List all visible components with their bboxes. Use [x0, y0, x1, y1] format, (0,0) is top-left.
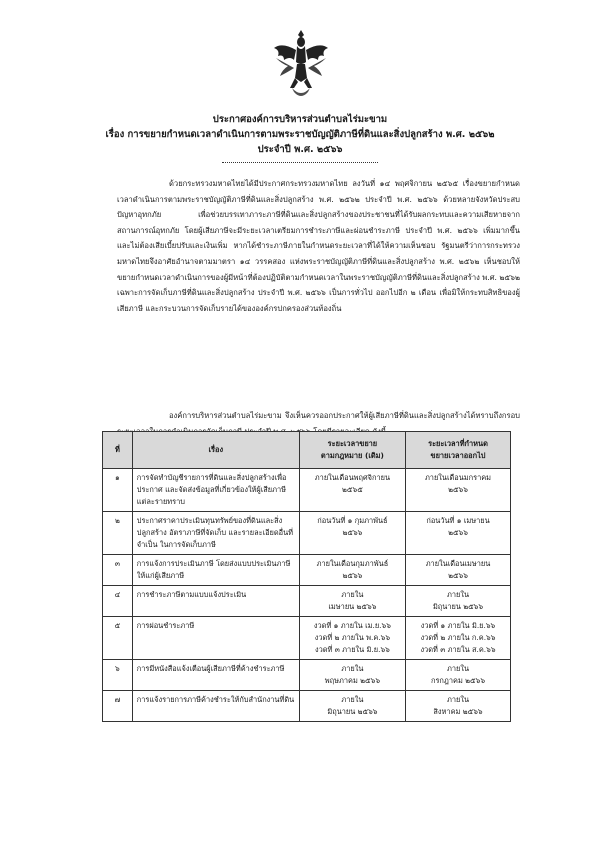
- title-divider: [222, 162, 378, 163]
- new-line1: ภายในเดือนเมษายน: [425, 559, 491, 568]
- new-line1: งวดที่ ๑ ภายใน มิ.ย.๖๖: [420, 621, 496, 630]
- row-new-period: [406, 586, 511, 617]
- row-no: ๖: [103, 660, 133, 691]
- table-row: [103, 469, 511, 512]
- row-old-period: [299, 660, 405, 691]
- announcement-year: ประจำปี พ.ศ. ๒๕๖๖: [257, 144, 343, 155]
- header-topic: เรื่อง: [132, 432, 299, 469]
- table-row: [103, 691, 511, 722]
- row-topic: การชำระภาษีตามแบบแจ้งประเมิน: [132, 586, 299, 617]
- row-topic: ประกาศราคาประเมินทุนทรัพย์ของที่ดินและสิ่งปลูกสร้าง อัตราภาษีที่จัดเก็บ และรายละเอียดอื่นที่จำเป็น ในการจัดเก็บภาษี: [132, 512, 299, 555]
- schedule-table: [102, 431, 511, 722]
- old-line1: ภายในเดือนพฤศจิกายน: [314, 473, 391, 482]
- new-line3: งวดที่ ๓ ภายใน ส.ค.๖๖: [420, 645, 496, 654]
- header-no: ที่: [103, 432, 133, 469]
- table-header-row: [103, 432, 511, 469]
- row-new-period: [406, 555, 511, 586]
- body-paragraph-1: ด้วยกระทรวงมหาดไทยได้มีประกาศกระทรวงมหาดไทย ลงวันที่ ๑๔ พฤศจิกายน ๒๕๖๕ เรื่องขยายกำหนดเวลาดำเนินการตามพระราชบัญญัติภาษีที่ดินและสิ่งปลูกสร้าง พ.ศ. ๒๕๖๒ ประจำปี พ.ศ. ๒๕๖๖ ด้วยหลายจังหวัดประสบปัญหาอุทกภัย เพื่อช่วยบรรเทาภาระภาษีที่ดินและสิ่งปลูกสร้างของประชาชนที่ได้รับผลกระทบและความเสียหายจากสถานการณ์อุทกภัย โดยผู้เสียภาษีจะมีระยะเวลาเตรียมการชำระภาษีและผ่อนชำระภาษี ประจำปี พ.ศ. ๒๕๖๖ เพิ่มมากขึ้น และไม่ต้องเสียเบี้ยปรับและเงินเพิ่ม หากได้ชำระภาษีภายในกำหนดระยะเวลาที่ได้ให้ความเห็นชอบ รัฐมนตรีว่าการกระทรวงมหาดไทยจึงอาศัยอำนาจตามมาตรา ๑๔ วรรคสอง แห่งพระราชบัญญัติภาษีที่ดินและสิ่งปลูกสร้าง พ.ศ. ๒๕๖๒ เห็นชอบให้ขยายกำหนดเวลาดำเนินการของผู้มีหน้าที่ต้องปฏิบัติตามกำหนดเวลาในพระราชบัญญัติภาษีที่ดินและสิ่งปลูกสร้าง พ.ศ. ๒๕๖๒ เฉพาะการจัดเก็บภาษีที่ดินและสิ่งปลูกสร้าง ประจำปี พ.ศ. ๒๕๖๖ เป็นการทั่วไป ออกไปอีก ๒ เดือน เพื่อมิให้กระทบสิทธิของผู้เสียภาษี และกระบวนการจัดเก็บรายได้ขององค์กรปกครองส่วนท้องถิ่น: [117, 179, 520, 313]
- old-line1: ภายในเดือนกุมภาพันธ์: [316, 559, 389, 568]
- table-row: [103, 617, 511, 660]
- table-row: [103, 660, 511, 691]
- header-old-period: [299, 432, 405, 469]
- old-line2: เมษายน ๒๕๖๖: [328, 602, 377, 611]
- row-no: ๑: [103, 469, 133, 512]
- row-new-period: [406, 660, 511, 691]
- old-line2: ๒๕๖๖: [342, 528, 363, 537]
- new-line2: ๒๕๖๖: [448, 528, 468, 537]
- row-old-period: [299, 469, 405, 512]
- new-line2: สิงหาคม ๒๕๖๖: [433, 707, 483, 716]
- old-line1: งวดที่ ๑ ภายใน เม.ย.๖๖: [313, 621, 391, 630]
- old-line3: งวดที่ ๓ ภายใน มิ.ย.๖๖: [315, 645, 390, 654]
- row-old-period: [299, 691, 405, 722]
- announcement-subject: เรื่อง การขยายกำหนดเวลาดำเนินการตามพระราชบัญญัติภาษีที่ดินและสิ่งปลูกสร้าง พ.ศ. ๒๕๖๒: [105, 129, 495, 140]
- new-line2: ๒๕๖๖: [448, 485, 468, 494]
- row-topic: การมีหนังสือแจ้งเตือนผู้เสียภาษีที่ค้างชำระภาษี: [132, 660, 299, 691]
- old-line1: ก่อนวันที่ ๑ กุมภาพันธ์: [317, 516, 388, 525]
- new-line1: ภายในเดือนมกราคม: [424, 473, 492, 482]
- garuda-emblem-icon: [270, 28, 332, 100]
- new-line1: ภายใน: [447, 590, 470, 599]
- row-new-period: [406, 512, 511, 555]
- new-line2: มิถุนายน ๒๕๖๖: [432, 602, 484, 611]
- old-line2: ๒๕๖๕: [342, 485, 363, 494]
- old-line2: พฤษภาคม ๒๕๖๖: [324, 676, 381, 685]
- row-no: ๓: [103, 555, 133, 586]
- table-row: [103, 555, 511, 586]
- table-row: [103, 586, 511, 617]
- row-new-period: [406, 469, 511, 512]
- row-no: ๗: [103, 691, 133, 722]
- row-no: ๒: [103, 512, 133, 555]
- old-line2: มิถุนายน ๒๕๖๖: [327, 707, 378, 716]
- new-line2: กรกฎาคม ๒๕๖๖: [430, 676, 486, 685]
- row-topic: การจัดทำบัญชีรายการที่ดินและสิ่งปลูกสร้างเพื่อประกาศ และจัดส่งข้อมูลที่เกี่ยวข้องให้ผู้เสียภาษีแต่ละรายทราบ: [132, 469, 299, 512]
- row-no: ๔: [103, 586, 133, 617]
- new-line1: ภายใน: [447, 664, 470, 673]
- row-no: ๕: [103, 617, 133, 660]
- old-line1: ภายใน: [341, 664, 364, 673]
- header-new-period: [406, 432, 511, 469]
- row-topic: การแจ้งรายการภาษีค้างชำระให้กับสำนักงานที่ดิน: [132, 691, 299, 722]
- old-line1: ภายใน: [341, 695, 364, 704]
- row-new-period: [406, 691, 511, 722]
- row-old-period: [299, 512, 405, 555]
- row-topic: การแจ้งการประเมินภาษี โดยส่งแบบประเมินภาษีให้แก่ผู้เสียภาษี: [132, 555, 299, 586]
- header-new-line1: ระยะเวลาที่กำหนด: [428, 439, 488, 448]
- row-old-period: [299, 555, 405, 586]
- old-line1: ภายใน: [341, 590, 364, 599]
- header-old-line2: ตามกฎหมาย (เดิม): [320, 451, 384, 460]
- row-topic: การผ่อนชำระภาษี: [132, 617, 299, 660]
- announcement-title: ประกาศองค์การบริหารส่วนตำบลไร่มะขาม: [212, 114, 388, 125]
- row-old-period: [299, 586, 405, 617]
- new-line2: งวดที่ ๒ ภายใน ก.ค.๖๖: [420, 633, 496, 642]
- header-old-line1: ระยะเวลาขยาย: [327, 439, 378, 448]
- header-new-line2: ขยายเวลาออกไป: [430, 451, 486, 460]
- new-line1: ภายใน: [447, 695, 470, 704]
- row-old-period: [299, 617, 405, 660]
- old-line2: ๒๕๖๖: [342, 571, 363, 580]
- row-new-period: [406, 617, 511, 660]
- new-line1: ก่อนวันที่ ๑ เมษายน: [426, 516, 490, 525]
- new-line2: ๒๕๖๖: [448, 571, 468, 580]
- table-row: [103, 512, 511, 555]
- body-paragraph-2: องค์การบริหารส่วนตำบลไร่มะขาม จึงเห็นควรออกประกาศให้ผู้เสียภาษีที่ดินและสิ่งปลูกสร้างได้ทราบถึงกรอบ: [169, 411, 520, 420]
- old-line2: งวดที่ ๒ ภายใน พ.ค.๖๖: [314, 633, 391, 642]
